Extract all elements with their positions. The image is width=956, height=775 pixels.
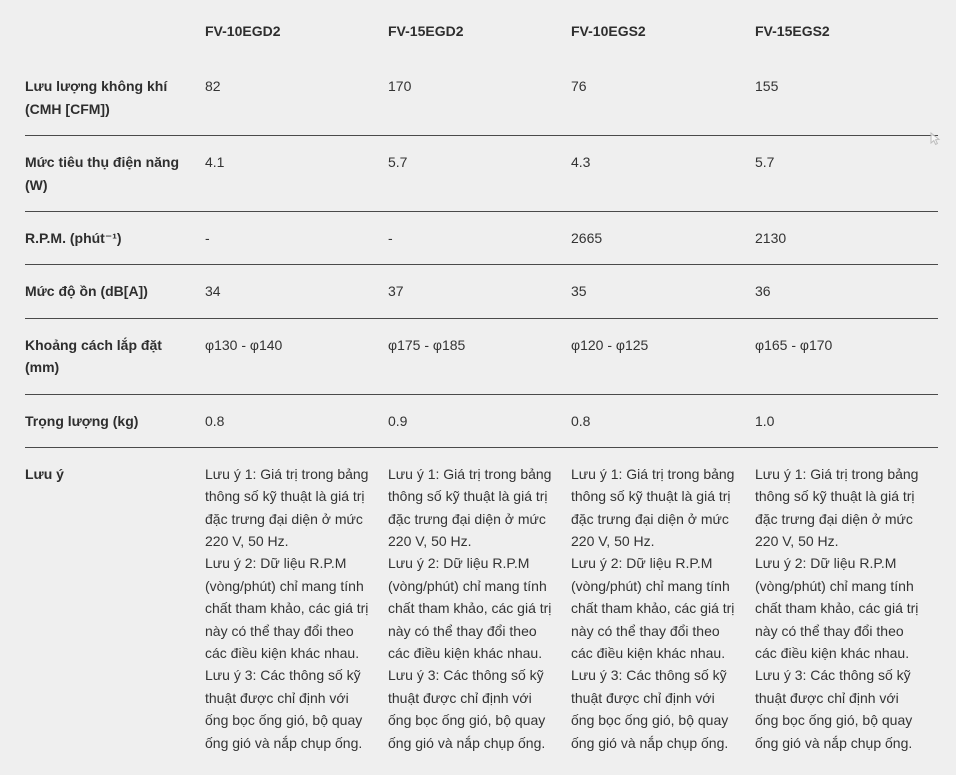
cell-value: 35 [571,265,755,318]
cell-value: 37 [388,265,571,318]
note-paragraph: Lưu ý 1: Giá trị trong bảng thông số kỹ thuật là giá trị đặc trưng đại diện ở mức 220 V, 50 Hz. [755,465,919,550]
row-label-installation-distance: Khoảng cách lắp đặt (mm) [25,318,205,394]
cell-value: φ175 - φ185 [388,318,571,394]
row-label-weight: Trọng lượng (kg) [25,394,205,447]
row-label-notes: Lưu ý [25,465,64,482]
column-header-model-3: FV-10EGS2 [571,23,646,39]
cell-value: 5.7 [388,136,571,212]
cell-value: 2130 [755,211,938,264]
notes-cell-model-4 [755,447,938,769]
table-row-notes [25,447,938,769]
header-row [25,0,938,60]
table-row-airflow [25,60,938,135]
row-label-airflow: Lưu lượng không khí (CMH [CFM]) [25,60,205,135]
cell-value: 155 [755,60,938,135]
column-header-model-4: FV-15EGS2 [755,23,830,39]
corner-cell [25,0,205,60]
cell-value: 34 [205,265,388,318]
note-paragraph: Lưu ý 3: Các thông số kỹ thuật được chỉ định với ống bọc ống gió, bộ quay ống gió và nắp chụp ống. [755,667,913,751]
cell-value: 4.3 [571,136,755,212]
note-paragraph: Lưu ý 1: Giá trị trong bảng thông số kỹ thuật là giá trị đặc trưng đại diện ở mức 220 V, 50 Hz. [388,465,552,550]
cell-value: 0.8 [571,394,755,447]
table-row-weight [25,394,938,447]
table-row-noise-level [25,265,938,318]
column-header-model-1: FV-10EGD2 [205,23,281,39]
row-label-noise-level: Mức độ ồn (dB[A]) [25,265,205,318]
cell-value: 4.1 [205,136,388,212]
notes-cell-model-3 [571,447,755,769]
cell-value: φ120 - φ125 [571,318,755,394]
cell-value: φ165 - φ170 [755,318,938,394]
row-label-rpm: R.P.M. (phút⁻¹) [25,211,205,264]
note-paragraph: Lưu ý 1: Giá trị trong bảng thông số kỹ thuật là giá trị đặc trưng đại diện ở mức 220 V, 50 Hz. [571,465,735,550]
cell-value: 76 [571,60,755,135]
table-row-power-consumption [25,136,938,212]
cell-value: 82 [205,60,388,135]
note-paragraph: Lưu ý 1: Giá trị trong bảng thông số kỹ thuật là giá trị đặc trưng đại diện ở mức 220 V, 50 Hz. [205,465,369,550]
specs-table [25,0,938,769]
cell-value: 2665 [571,211,755,264]
note-paragraph: Lưu ý 2: Dữ liệu R.P.M (vòng/phút) chỉ mang tính chất tham khảo, các giá trị này có thể thay đổi theo các điều kiện khác nhau. [388,555,552,662]
cell-value: 5.7 [755,136,938,212]
notes-cell-model-2 [388,447,571,769]
table-row-rpm [25,211,938,264]
cell-value: - [205,211,388,264]
cell-value: 0.8 [205,394,388,447]
note-paragraph: Lưu ý 3: Các thông số kỹ thuật được chỉ định với ống bọc ống gió, bộ quay ống gió và nắp chụp ống. [571,667,729,751]
row-label-power-consumption: Mức tiêu thụ điện năng (W) [25,136,205,212]
table-row-installation-distance [25,318,938,394]
note-paragraph: Lưu ý 2: Dữ liệu R.P.M (vòng/phút) chỉ mang tính chất tham khảo, các giá trị này có thể thay đổi theo các điều kiện khác nhau. [571,555,735,662]
cell-value: φ130 - φ140 [205,318,388,394]
note-paragraph: Lưu ý 2: Dữ liệu R.P.M (vòng/phút) chỉ mang tính chất tham khảo, các giá trị này có thể thay đổi theo các điều kiện khác nhau. [205,555,369,662]
cell-value: 36 [755,265,938,318]
cell-value: 1.0 [755,394,938,447]
cell-value: 0.9 [388,394,571,447]
notes-cell-model-1 [205,447,388,769]
cell-value: - [388,211,571,264]
note-paragraph: Lưu ý 2: Dữ liệu R.P.M (vòng/phút) chỉ mang tính chất tham khảo, các giá trị này có thể thay đổi theo các điều kiện khác nhau. [755,555,919,662]
note-paragraph: Lưu ý 3: Các thông số kỹ thuật được chỉ định với ống bọc ống gió, bộ quay ống gió và nắp chụp ống. [205,667,363,751]
note-paragraph: Lưu ý 3: Các thông số kỹ thuật được chỉ định với ống bọc ống gió, bộ quay ống gió và nắp chụp ống. [388,667,546,751]
column-header-model-2: FV-15EGD2 [388,23,464,39]
cell-value: 170 [388,60,571,135]
